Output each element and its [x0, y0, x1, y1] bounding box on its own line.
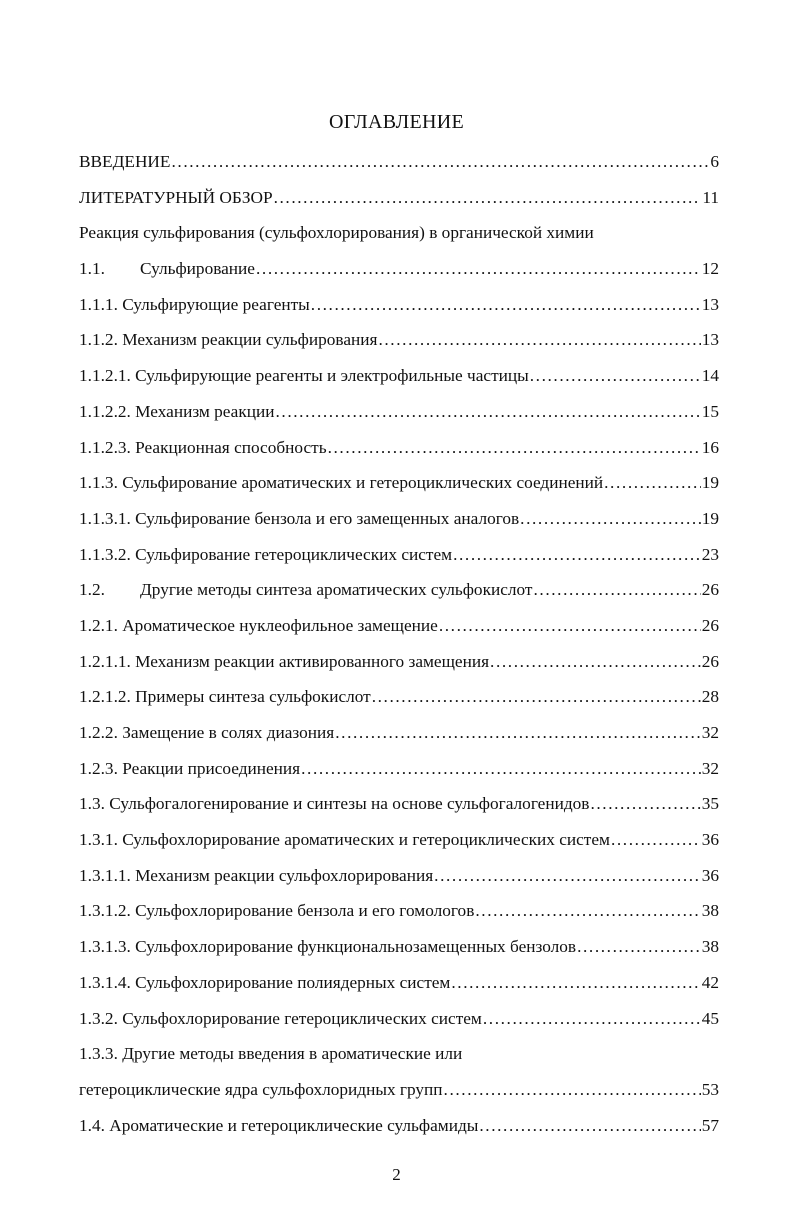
- dot-leader: [530, 362, 701, 390]
- toc-entry-page: 6: [710, 152, 719, 171]
- toc-entry-page: 26: [701, 615, 719, 635]
- toc-entry-label: [79, 826, 610, 854]
- dot-leader: [439, 612, 701, 640]
- dot-leader: [453, 541, 701, 569]
- toc-entry-page: 23: [701, 544, 719, 564]
- toc-entry: [79, 612, 719, 648]
- toc-entry: [79, 790, 719, 826]
- toc-entry: [79, 291, 719, 327]
- dot-leader: [276, 398, 701, 426]
- toc-entry-page: 32: [701, 758, 719, 778]
- toc-entry: [79, 1112, 719, 1148]
- toc-entry-label: [79, 612, 438, 640]
- toc-entry: [79, 1076, 719, 1112]
- toc-entry-label: [79, 148, 170, 176]
- toc-entry: [79, 184, 719, 220]
- toc-entry-page: 57: [701, 1115, 719, 1135]
- toc-entry-text: 1.2.2. Замещение в солях диазония: [79, 723, 335, 742]
- toc-entry-text: 1.3.1.1. Механизм реакции сульфохлорирования: [79, 865, 434, 885]
- toc-entry-number: 1.2.: [79, 580, 105, 600]
- toc-entry-label: [79, 219, 594, 247]
- dot-leader: [451, 969, 700, 997]
- toc-entry-text: 1.3.1.3. Сульфохлорирование функциональнозамещенных бензолов: [79, 937, 577, 957]
- dot-leader: [490, 648, 701, 676]
- dot-leader: [335, 719, 700, 747]
- toc-entry-text: 1.1.2.1. Сульфирующие реагенты и электрофильные частицы: [79, 366, 529, 386]
- toc-entry-label: [79, 755, 300, 783]
- toc-entry: [79, 326, 719, 362]
- toc-entry-text: 1.1.2.3. Реакционная способность: [79, 437, 327, 457]
- toc-entry-text: 1.1.3.2. Сульфирование гетероциклических систем: [79, 544, 453, 564]
- toc-entry-page: 16: [701, 437, 719, 457]
- toc-entry-label: [79, 398, 275, 426]
- toc-entry-label: [79, 683, 371, 711]
- dot-leader: [533, 576, 700, 604]
- toc-entry: [79, 648, 719, 684]
- toc-entry-page: 13: [701, 294, 719, 314]
- toc-entry: [79, 933, 719, 969]
- toc-entry-label: [79, 1076, 443, 1104]
- toc-entry: [79, 541, 719, 577]
- toc-entry-page: 26: [701, 580, 719, 600]
- dot-leader: [577, 933, 701, 961]
- toc-entry: [79, 148, 719, 184]
- dot-leader: [590, 790, 700, 818]
- toc-entry: [79, 255, 719, 291]
- toc-entry: [79, 862, 719, 898]
- toc-entry-label: [79, 862, 433, 890]
- toc-entry-text: 1.1.3. Сульфирование ароматических и гетероциклических соединений: [79, 473, 604, 493]
- dot-leader: [301, 755, 701, 783]
- toc-entry-text: 1.3.1.2. Сульфохлорирование бензола и его гомологов: [79, 901, 475, 921]
- toc-entry: [79, 576, 719, 612]
- toc-entry-page: 15: [701, 401, 719, 421]
- toc-entry-text: 1.2.3. Реакции присоединения: [79, 758, 301, 778]
- toc-entry-text: Сульфирование: [140, 259, 255, 279]
- toc-entry-page: 42: [701, 972, 719, 992]
- toc-entry: [79, 719, 719, 755]
- dot-leader: [372, 683, 701, 711]
- table-of-contents: [79, 148, 719, 1147]
- dot-leader: [256, 255, 701, 283]
- toc-entry-label: [79, 541, 452, 569]
- dot-leader: [479, 1112, 700, 1140]
- dot-leader: [311, 291, 701, 319]
- toc-entry-page: 45: [701, 1008, 719, 1028]
- toc-entry: [79, 398, 719, 434]
- toc-entry-text: Другие методы синтеза ароматических сульфокислот: [140, 580, 533, 600]
- toc-entry-label: [79, 469, 603, 497]
- toc-entry-text: гетероциклические ядра сульфохлоридных групп: [79, 1079, 443, 1099]
- toc-entry-label: [79, 291, 310, 319]
- toc-entry-label: [79, 434, 327, 462]
- toc-entry-page: 28: [701, 687, 719, 707]
- toc-entry-label: [79, 576, 532, 604]
- toc-entry: [79, 1040, 719, 1076]
- toc-entry: [79, 219, 719, 255]
- toc-entry-text: 1.3. Сульфогалогенирование и синтезы на основе сульфогалогенидов: [79, 794, 590, 814]
- toc-entry-text: 1.1.3.1. Сульфирование бензола и его замещенных аналогов: [79, 508, 520, 528]
- toc-entry-text: 1.3.1.4. Сульфохлорирование полиядерных систем: [79, 972, 451, 992]
- toc-title: ОГЛАВЛЕНИЕ: [329, 111, 464, 133]
- dot-leader: [444, 1076, 701, 1104]
- toc-entry-page: 35: [701, 794, 719, 814]
- toc-entry-label: [79, 1040, 462, 1068]
- toc-entry-text: 1.3.1. Сульфохлорирование ароматических и гетероциклических систем: [79, 830, 610, 850]
- toc-entry-page: 19: [701, 473, 719, 493]
- toc-entry-text: 1.2.1.1. Механизм реакции активированного замещения: [79, 651, 490, 671]
- toc-entry-text: ЛИТЕРАТУРНЫЙ ОБЗОР: [79, 187, 273, 207]
- toc-entry-text: 1.1.1. Сульфирующие реагенты: [79, 294, 310, 314]
- toc-entry-label: [79, 505, 519, 533]
- toc-entry-page: 38: [701, 937, 719, 957]
- toc-entry-page: 38: [701, 901, 719, 921]
- toc-entry-label: [79, 719, 334, 747]
- dot-leader: [171, 148, 709, 176]
- toc-entry-label: [79, 362, 529, 390]
- toc-entry-text: 1.1.2. Механизм реакции сульфирования: [79, 330, 378, 350]
- toc-entry-text: ВВЕДЕНИЕ: [79, 152, 171, 171]
- dot-leader: [328, 434, 701, 462]
- toc-entry: [79, 1005, 719, 1041]
- toc-entry-label: [79, 1005, 482, 1033]
- toc-entry: [79, 434, 719, 470]
- toc-entry-page: 13: [701, 330, 719, 350]
- toc-entry-page: 32: [701, 723, 719, 742]
- dot-leader: [378, 326, 700, 354]
- toc-entry-page: 11: [702, 187, 719, 207]
- toc-entry-page: 14: [701, 366, 719, 386]
- toc-entry-page: 36: [701, 830, 719, 850]
- toc-entry-label: [79, 933, 576, 961]
- toc-entry-label: [79, 648, 489, 676]
- dot-leader: [520, 505, 701, 533]
- page-number: 2: [392, 1165, 401, 1184]
- dot-leader: [434, 862, 701, 890]
- toc-entry-label: [79, 184, 273, 212]
- toc-entry: [79, 683, 719, 719]
- toc-entry: [79, 755, 719, 791]
- toc-entry-page: 53: [701, 1079, 719, 1099]
- toc-entry-label: [79, 790, 589, 818]
- dot-leader: [274, 184, 702, 212]
- toc-entry-label: [79, 1112, 478, 1140]
- toc-entry-label: [79, 897, 474, 925]
- toc-entry-page: 19: [701, 508, 719, 528]
- dot-leader: [611, 826, 701, 854]
- toc-entry: [79, 362, 719, 398]
- dot-leader: [604, 469, 701, 497]
- toc-entry-page: 26: [701, 651, 719, 671]
- toc-entry-page: 36: [701, 865, 719, 885]
- toc-entry-text: 1.2.1.2. Примеры синтеза сульфокислот: [79, 687, 371, 707]
- toc-entry-text: 1.4. Ароматические и гетероциклические сульфамиды: [79, 1115, 479, 1135]
- toc-entry-text: Реакция сульфирования (сульфохлорирования) в органической химии: [79, 223, 594, 243]
- toc-entry-text: 1.3.3. Другие методы введения в ароматические или: [79, 1044, 463, 1064]
- toc-entry-label: [79, 969, 450, 997]
- toc-entry: [79, 897, 719, 933]
- dot-leader: [483, 1005, 701, 1033]
- toc-entry-text: 1.1.2.2. Механизм реакции: [79, 401, 275, 421]
- toc-entry-label: [79, 255, 255, 283]
- toc-entry-text: 1.2.1. Ароматическое нуклеофильное замещение: [79, 615, 438, 635]
- toc-entry-text: 1.3.2. Сульфохлорирование гетероциклических систем: [79, 1008, 482, 1028]
- toc-entry-number: 1.1.: [79, 259, 105, 279]
- toc-entry: [79, 505, 719, 541]
- toc-entry-label: [79, 326, 377, 354]
- toc-entry: [79, 969, 719, 1005]
- dot-leader: [475, 897, 700, 925]
- toc-entry: [79, 469, 719, 505]
- toc-entry: [79, 826, 719, 862]
- toc-entry-page: 12: [701, 259, 719, 279]
